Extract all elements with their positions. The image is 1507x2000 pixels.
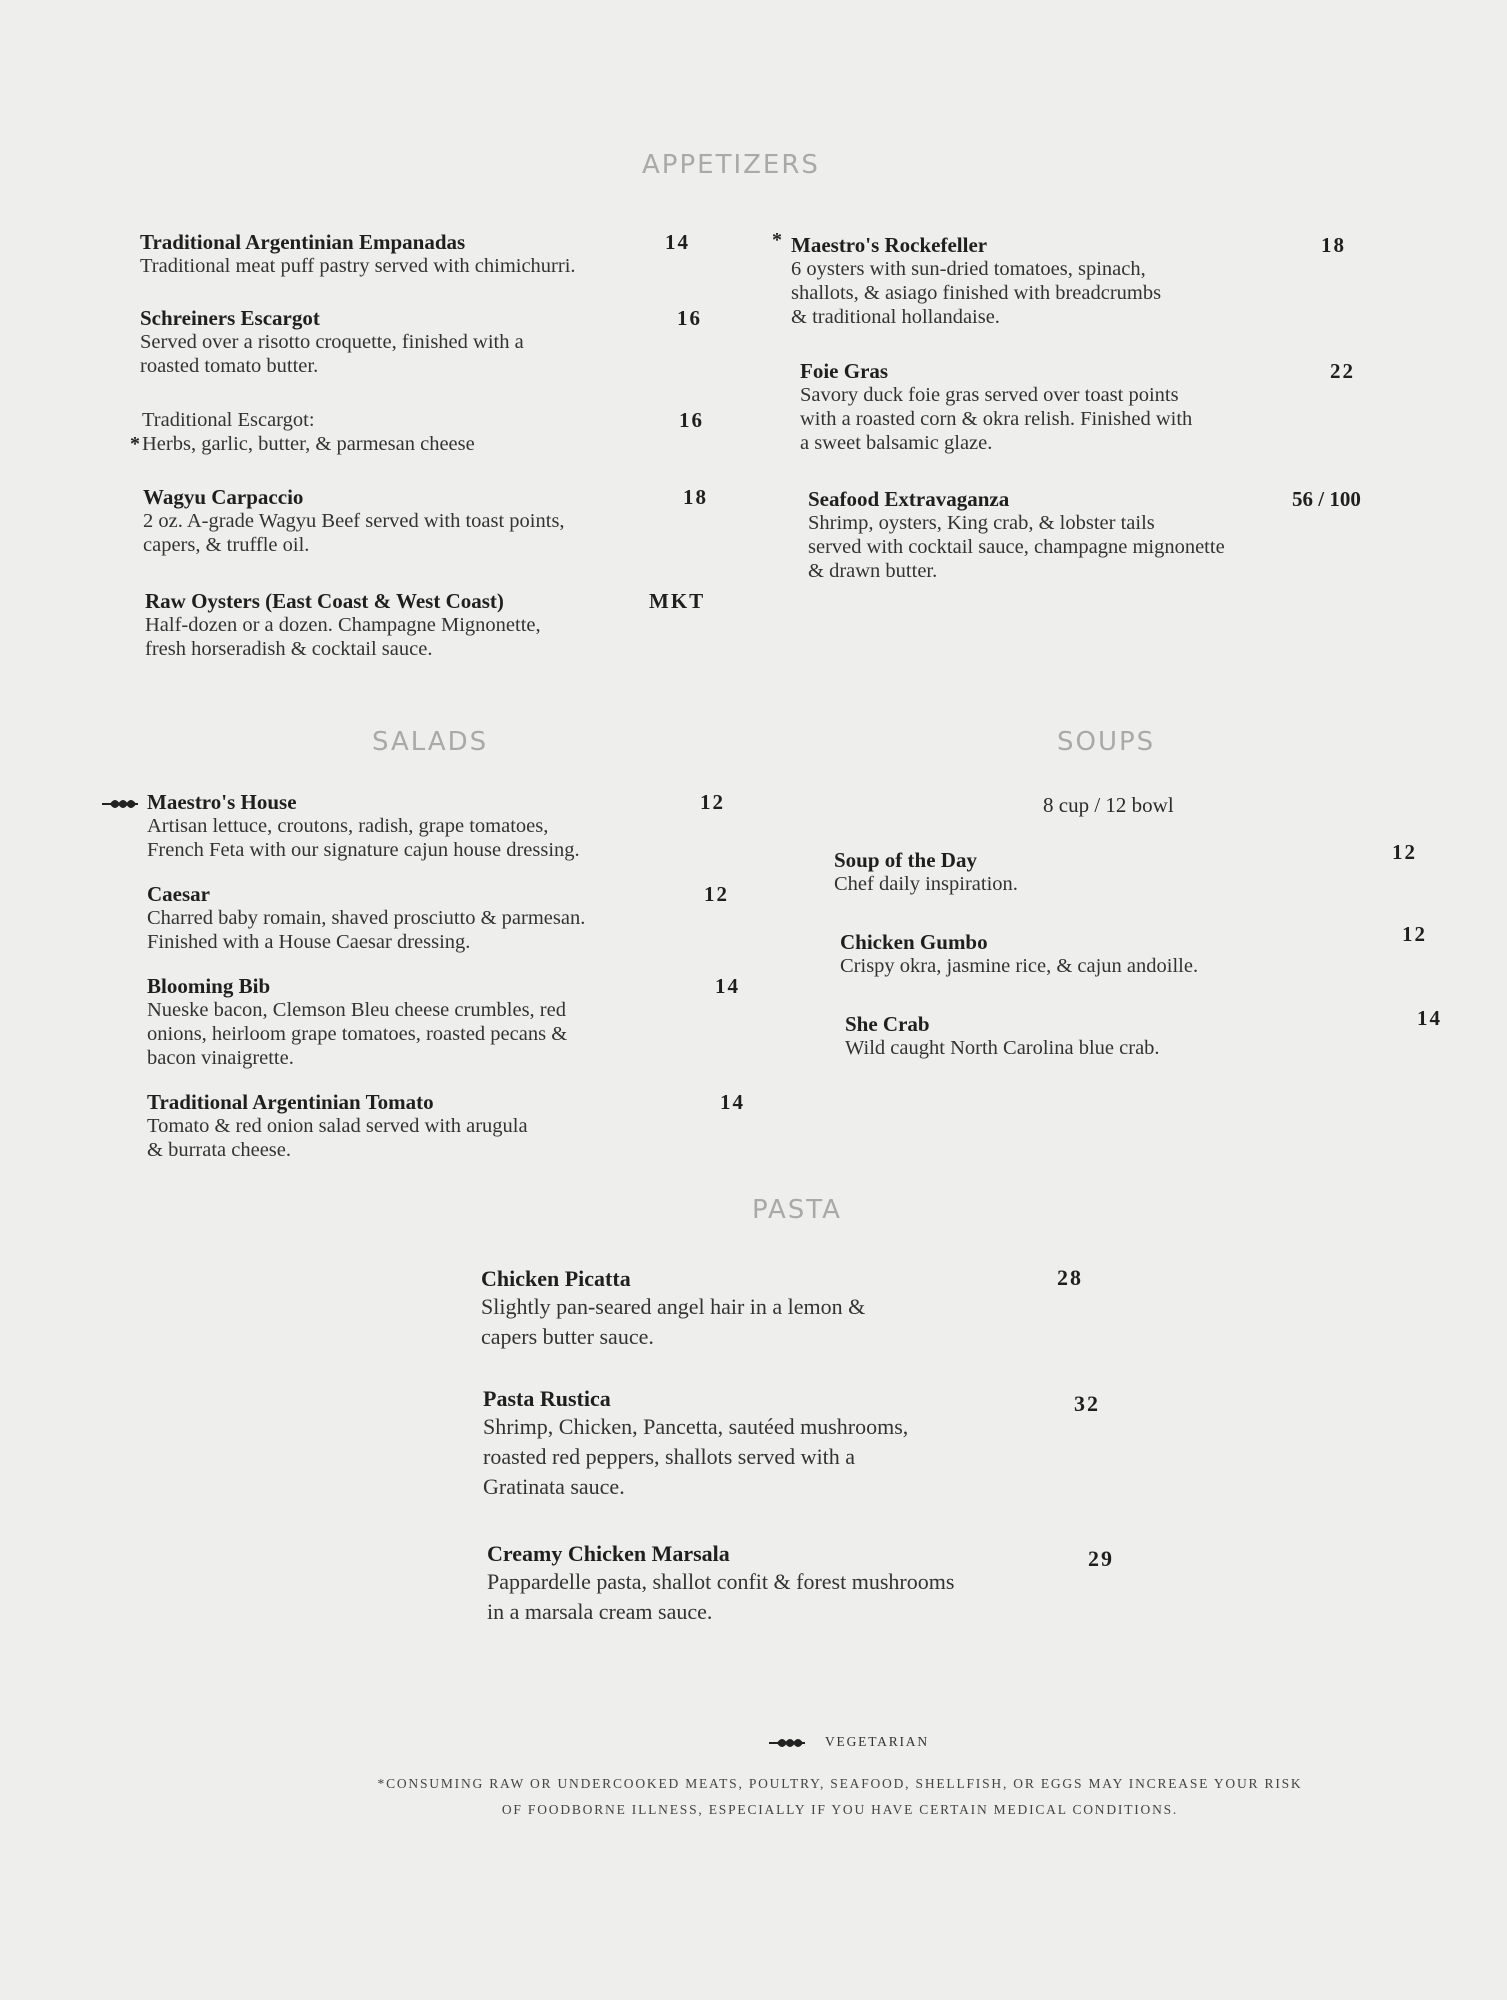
disclaimer-line: *CONSUMING RAW OR UNDERCOOKED MEATS, POULTRY, SEAFOOD, SHELLFISH, OR EGGS MAY INCREASE YOUR RISK [377,1776,1303,1791]
item-desc: Wild caught North Carolina blue crab. [845,1037,1160,1059]
item-price: 14 [720,1090,745,1114]
item-desc: served with cocktail sauce, champagne mignonette [808,536,1225,558]
item-desc: & burrata cheese. [147,1139,291,1161]
item-price: 12 [1402,922,1427,946]
item-desc: Slightly pan-seared angel hair in a lemon & [481,1294,866,1319]
menu-item [140,306,700,378]
item-desc: Pappardelle pasta, shallot confit & forest mushrooms [487,1569,955,1594]
item-desc: Nueske bacon, Clemson Bleu cheese crumbles, red [147,999,566,1021]
menu-item [481,1266,1121,1352]
item-price: 12 [704,882,729,906]
item-name: Seafood Extravaganza [808,487,1010,511]
soup-sizes: 8 cup / 12 bowl [1043,793,1174,817]
item-name: Traditional Argentinian Tomato [147,1090,434,1114]
item-desc: Herbs, garlic, butter, & parmesan cheese [142,433,475,455]
item-desc: Shrimp, oysters, King crab, & lobster tails [808,512,1155,534]
item-price: 14 [665,230,690,254]
item-desc: bacon vinaigrette. [147,1047,294,1069]
menu-item [800,359,1380,455]
item-desc: French Feta with our signature cajun house dressing. [147,839,580,861]
menu-item [147,882,747,954]
item-price: 16 [679,408,704,432]
item-desc: Half-dozen or a dozen. Champagne Mignonette, [145,614,541,636]
item-name: Raw Oysters (East Coast & West Coast) [145,589,504,613]
item-name: Maestro's House [147,790,297,814]
item-price: 14 [715,974,740,998]
menu-item [840,922,1440,978]
section-title-soups: SOUPS [1057,727,1156,757]
item-desc: 2 oz. A-grade Wagyu Beef served with toast points, [143,510,565,532]
item-desc: capers butter sauce. [481,1324,654,1349]
raw-warning-asterisk: * [130,433,140,455]
item-desc: Gratinata sauce. [483,1474,625,1499]
section-title-pasta: PASTA [752,1195,842,1225]
item-name: Creamy Chicken Marsala [487,1541,730,1566]
item-price: 18 [683,485,708,509]
item-desc: Tomato & red onion salad served with arugula [147,1115,528,1137]
vegetarian-leaf-icon [768,1733,808,1753]
item-desc: fresh horseradish & cocktail sauce. [145,638,433,660]
item-price: 16 [677,306,702,330]
item-price: 14 [1417,1006,1442,1030]
item-desc: Served over a risotto croquette, finished with a [140,331,524,353]
disclaimer-line: OF FOODBORNE ILLNESS, ESPECIALLY IF YOU HAVE CERTAIN MEDICAL CONDITIONS. [501,1802,1179,1817]
vegetarian-legend-label: VEGETARIAN [825,1734,929,1749]
item-desc: Savory duck foie gras served over toast points [800,384,1179,406]
item-price: 29 [1088,1546,1114,1571]
item-name: Schreiners Escargot [140,306,320,330]
item-price: 22 [1330,359,1355,383]
item-desc: capers, & truffle oil. [143,534,310,556]
food-safety-disclaimer [300,1771,1380,1823]
item-desc: a sweet balsamic glaze. [800,432,993,454]
item-desc: Artisan lettuce, croutons, radish, grape tomatoes, [147,815,549,837]
item-desc: & drawn butter. [808,560,938,582]
menu-item [791,233,1371,329]
item-name: Chicken Gumbo [840,930,988,954]
menu-item [487,1541,1127,1627]
menu-item [142,408,702,456]
item-name: Maestro's Rockefeller [791,233,988,257]
item-name: Wagyu Carpaccio [143,485,304,509]
item-desc: in a marsala cream sauce. [487,1599,713,1624]
item-price: MKT [649,589,706,613]
menu-item [147,1090,747,1162]
section-title-appetizers: APPETIZERS [642,150,820,180]
item-name: Blooming Bib [147,974,271,998]
item-desc: with a roasted corn & okra relish. Finished with [800,408,1193,430]
menu-item [147,790,747,862]
item-name: Foie Gras [800,359,889,383]
item-name: Caesar [147,882,210,906]
item-desc: Traditional meat puff pastry served with chimichurri. [140,255,576,277]
item-price: 12 [700,790,725,814]
vegetarian-leaf-icon [102,794,140,814]
item-desc: Finished with a House Caesar dressing. [147,931,471,953]
item-name: Pasta Rustica [483,1386,611,1411]
item-name: Traditional Argentinian Empanadas [140,230,466,254]
item-desc: 6 oysters with sun-dried tomatoes, spinach, [791,258,1146,280]
item-desc: Shrimp, Chicken, Pancetta, sautéed mushrooms, [483,1414,909,1439]
item-desc: Chef daily inspiration. [834,873,1018,895]
menu-item [483,1386,1123,1502]
item-name: Chicken Picatta [481,1266,631,1291]
menu-item [845,1006,1445,1060]
raw-warning-asterisk: * [772,229,782,251]
menu-item [140,230,700,278]
item-desc: Charred baby romain, shaved prosciutto & parmesan. [147,907,586,929]
menu-item [145,589,705,661]
item-name: Traditional Escargot: [142,409,315,431]
menu-item [147,974,747,1070]
item-price: 18 [1321,233,1346,257]
item-name: She Crab [845,1012,930,1036]
item-desc: onions, heirloom grape tomatoes, roasted pecans & [147,1023,568,1045]
item-price: 32 [1074,1391,1100,1416]
item-desc: roasted tomato butter. [140,355,319,377]
item-desc: & traditional hollandaise. [791,306,1000,328]
item-price: 12 [1392,840,1417,864]
item-price: 28 [1057,1265,1083,1290]
item-desc: roasted red peppers, shallots served with a [483,1444,856,1469]
item-price: 56 / 100 [1292,487,1361,511]
menu-item [834,840,1434,896]
section-title-salads: SALADS [372,727,489,757]
item-desc: shallots, & asiago finished with breadcrumbs [791,282,1162,304]
item-name: Soup of the Day [834,848,977,872]
menu-item [143,485,708,557]
menu-item [808,487,1408,583]
item-desc: Crispy okra, jasmine rice, & cajun andoille. [840,955,1199,977]
